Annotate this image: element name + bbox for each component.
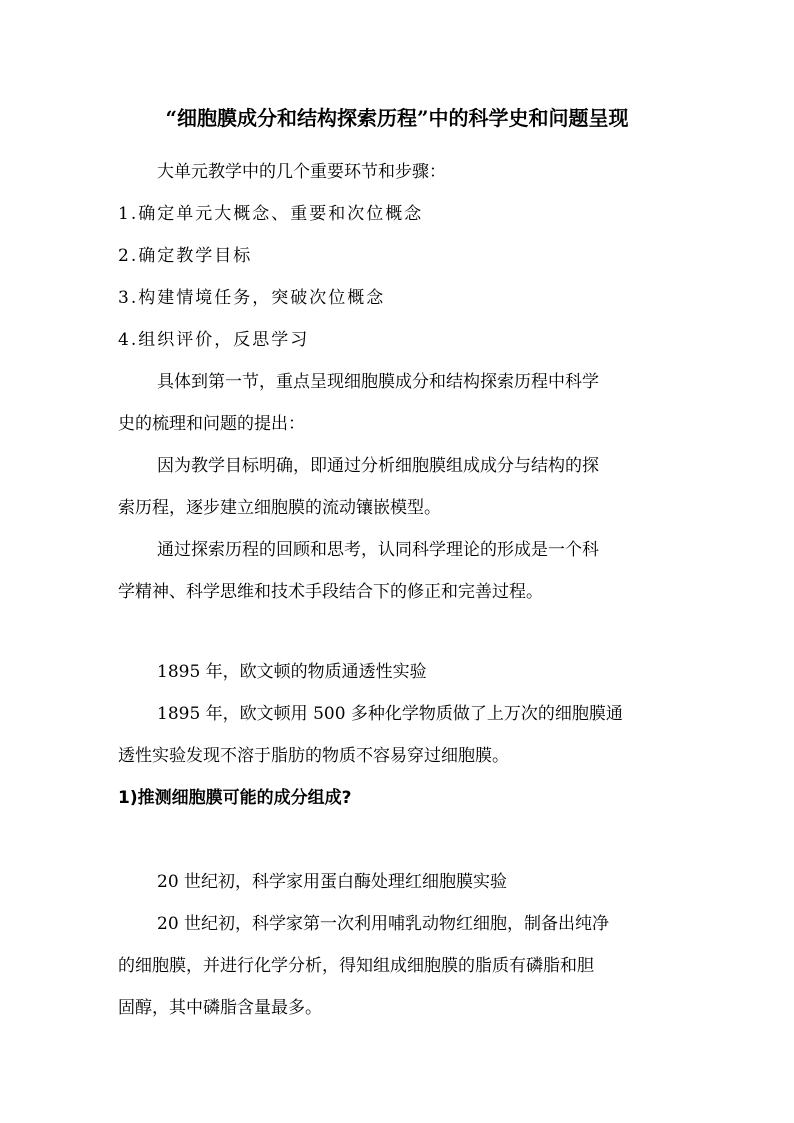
paragraph-line: 学精神、科学思维和技术手段结合下的修正和完善过程。 — [118, 582, 543, 602]
paragraph-line: 索历程，逐步建立细胞膜的流动镶嵌模型。 — [118, 498, 441, 518]
document-title: “细胞膜成分和结构探索历程”中的科学史和问题呈现 — [165, 106, 629, 130]
paragraph-line: 因为教学目标明确，即通过分析细胞膜组成成分与结构的探 — [157, 456, 599, 476]
question-text: 1)推测细胞膜可能的成分组成? — [118, 788, 352, 808]
paragraph-line: 固醇，其中磷脂含量最多。 — [118, 998, 322, 1018]
intro-text: 大单元教学中的几个重要环节和步骤： — [157, 162, 446, 182]
paragraph-line: 的细胞膜，并进行化学分析，得知组成细胞膜的脂质有磷脂和胆 — [118, 956, 594, 976]
step-item: 1.确定单元大概念、重要和次位概念 — [118, 204, 424, 224]
paragraph-line: 20 世纪初，科学家第一次利用哺乳动物红细胞，制备出纯净 — [157, 914, 610, 934]
section-heading: 1895 年，欧文顿的物质通透性实验 — [157, 662, 427, 682]
paragraph-line: 通过探索历程的回顾和思考，认同科学理论的形成是一个科 — [157, 540, 599, 560]
step-item: 2.确定教学目标 — [118, 246, 253, 266]
paragraph-line: 透性实验发现不溶于脂肪的物质不容易穿过细胞膜。 — [118, 746, 509, 766]
paragraph-line: 具体到第一节，重点呈现细胞膜成分和结构探索历程中科学 — [157, 372, 599, 392]
paragraph-line: 1895 年，欧文顿用 500 多种化学物质做了上万次的细胞膜通 — [157, 704, 623, 724]
step-item: 3.构建情境任务，突破次位概念 — [118, 288, 386, 308]
paragraph-line: 史的梳理和问题的提出： — [118, 414, 305, 434]
step-item: 4.组织评价，反思学习 — [118, 330, 310, 350]
section-heading: 20 世纪初，科学家用蛋白酶处理红细胞膜实验 — [157, 872, 508, 892]
